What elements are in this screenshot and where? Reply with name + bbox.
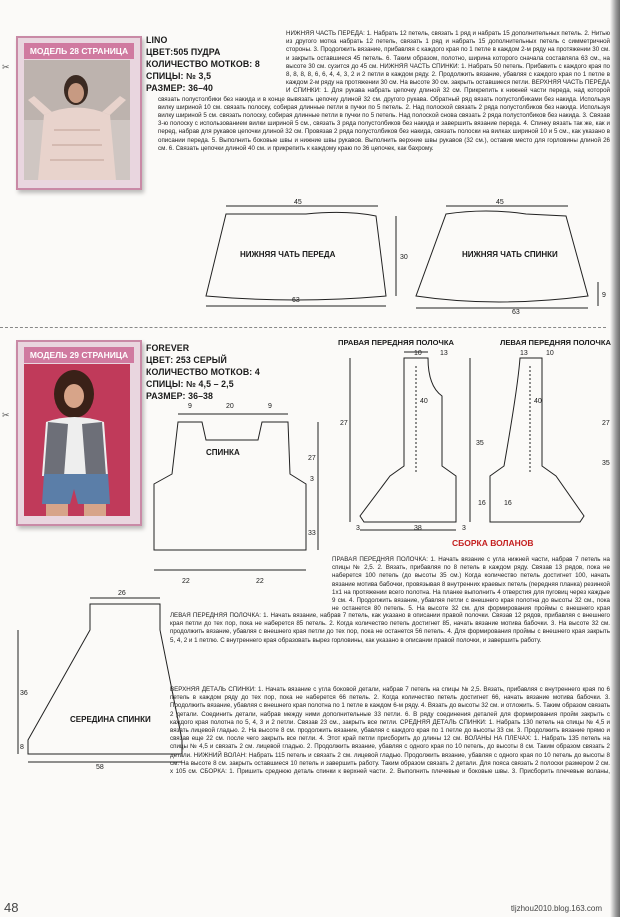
back-height-dim-3: 33 [308,530,316,537]
left-panel-title: ЛЕВАЯ ПЕРЕДНЯЯ ПОЛОЧКА [500,338,611,347]
left-top-dim-2: 10 [546,350,554,357]
front-top-dim: 45 [294,199,302,206]
back-top-dim: 45 [496,199,504,206]
model-29-photo-illustration [24,364,130,516]
model-28-label: МОДЕЛЬ 28 СТРАНИЦА [24,43,134,59]
back-height-dim-1: 27 [308,455,316,462]
right-bottom-dim-2: 38 [414,525,422,532]
page-number: 48 [4,900,19,915]
left-height-dim-4: 27 [602,420,610,427]
model-29-size: РАЗМЕР: 36–38 [146,391,214,401]
back-top-dim-3: 9 [268,403,272,410]
back-instructions-text: ВЕРХНЯЯ ДЕТАЛЬ СПИНКИ: 1. Начать вязание с угла боковой детали, набрав 7 петель на спицы № 2,5. Вязать, прибавляя с внутреннего края по 6 петель в каждом ряду до тех пор, пока не наберется 66 петель. 2. Когда количество петель достигнет 66, начать вязание мотива бабочки. 3. Продолжить вязание, убавляя с внешнего края полотна по 1 петле в каждом 6-м ряду. 4. Вязать до высоты 32 см. и отложить. 5. Таким образом связать 2 детали. Соединить детали, набрав между ними дополнительные 33 петли. 6. В ряду соединения деталей для формирования пройм закрыть с каждого края полотна по 5, 4, 3 и 2 петли. Связав 23 см., закрыть все петли. СРЕДНЯЯ ДЕТАЛЬ СПИНКИ: 1. Набрать 130 петель на спицы № 4,5 и вязать лицевой гладью. 2. На высоте 8 см. продолжить вязание, убавляя с каждого края по 1 петле до высоты 33 см. 3. Продолжить вязание прямо и связав еще 22 см. после чего закрыть все петли. 4. Этот край петли присборить до длины 12 см. ВОЛАНЫ НА ПЛЕЧАХ: 1. Набрать 135 петель на спицы № 4,5 и связать 2 см. лицевой гладью. 2. Продолжить вязание, убавляя с одного края по 10 петель, до высоты 8 см. Таким образом связать 2 детали. НИЖНИЙ ВОЛАН: Набрать 115 петель и связать 2 см. лицевой гладью. Продолжить вязание, убавляя с одного края по 10 петель до высоты 8 см. На высоте 8 см. закрыть оставшиеся 10 петель и завершить работу. Таким образом связать 2 детали. Для пояса связать 2 полоски размером 2 см. х 105 см. СБОРКА: 1. Пришить среднюю деталь спинки к верхней части. 2. Выполнить плечевые и боковые швы. 3. Присборить плечевые воланы, [170,686,610,776]
back-top-dim-1: 9 [188,403,192,410]
model-28-photo-card [16,36,142,190]
assembly-instructions [4,776,610,896]
middle-back-label: СЕРЕДИНА СПИНКИ [70,715,151,724]
back-height-dim-2: 3 [310,476,314,483]
right-height-dim-2: 40 [420,398,428,405]
back-shape [154,422,306,550]
right-height-dim-1: 27 [340,420,348,427]
left-height-dim-2: 16 [504,500,512,507]
model-28-photo [24,60,134,182]
left-panel-instructions [170,612,610,682]
middle-back-diagram [10,590,190,770]
back-top-dim-2: 20 [226,403,234,410]
left-panel-instructions-text: ЛЕВАЯ ПЕРЕДНЯЯ ПОЛОЧКА: 1. Начать вязание, набрав 7 петель, как указано в описании правой полочки. Связав 12 рядов, прибавляя с внешнего края петли до тех пор, пока не наберется 85 петель. 2. Когда количество петель достигнет 85, начать вязание мотива бабочки. 3. На высоте 32 см. продолжить вязание, убавляя с внешнего края петли до тех пор, пока не останется 56 петель. 4. Для формирования проймы с внешнего края закрыть 5, 4, 2 и 1 петлю. С внутреннего края образовать вырез горловины, как указано в описании правой полочки, и завершить работу. [170,612,610,644]
right-top-dim-1: 10 [414,350,422,357]
model-28-needles: СПИЦЫ: № 3,5 [146,71,212,81]
front-height-dim: 30 [400,254,408,261]
scissors-icon-2: ✂ [2,410,10,420]
back-bottom-dim-2: 22 [256,578,264,585]
blog-url: tljzhou2010.blog.163.com [510,904,602,913]
back-bottom-dim-1: 22 [182,578,190,585]
left-height-dim-3: 35 [602,460,610,467]
scissors-icon: ✂ [2,62,10,72]
spec-wrap-spacer [158,30,286,92]
model-29-color: ЦВЕТ: 253 СЕРЫЙ [146,355,227,365]
front-panels-diagram [330,346,614,536]
ruffles-title: СБОРКА ВОЛАНОВ [452,538,534,548]
left-height-dim-1: 40 [534,398,542,405]
right-top-dim-2: 13 [440,350,448,357]
left-top-dim-1: 13 [520,350,528,357]
middle-height-dim-2: 8 [20,744,24,751]
back-pattern-diagram [140,400,330,600]
right-panel-title: ПРАВАЯ ПЕРЕДНЯЯ ПОЛОЧКА [338,338,454,347]
model-28-photo-illustration [24,60,130,180]
model-29-skeins: КОЛИЧЕСТВО МОТКОВ: 4 [146,367,260,377]
left-front-shape [490,358,584,522]
model-29-photo-card [16,340,142,526]
back-label: СПИНКА [206,448,240,457]
model-29-yarn: FOREVER [146,343,190,353]
middle-back-shape [28,604,182,754]
right-panel-instructions-text: ПРАВАЯ ПЕРЕДНЯЯ ПОЛОЧКА: 1. Начать вязание с угла нижней части, набрав 7 петель на спицы № 2,5. 2. Вязать, прибавляя по 8 петель в каждом ряду. Связав 13 рядов, пока не наберется 100 петель (до высоты 35 см.) Когда количество петель достигнет 100, начать вязание мотива бабочки, провязывая 8 внутренних краевых петель (передняя планка) резинкой 1х1 на протяжении всего полотна. На планке выполнить 4 отверстия для пуговиц через каждые 9 см. 4. Продолжить вязание, убавляя петли с внешнего края полотна до высоты 32 см., пока не останется 80 петель. 5. На высоте 32 см. для формирования проймы с внешнего края [332,556,610,612]
right-bottom-dim-3: 3 [462,525,466,532]
model-29-label: МОДЕЛЬ 29 СТРАНИЦА [24,347,134,363]
model-28-instructions-text: НИЖНЯЯ ЧАСТЬ ПЕРЕДА: 1. Набрать 12 петель, связать 1 ряд и набрать 15 дополнительных петель. 2. Нитью из другого мотка набрать 12 петель, связать 1 ряд и набрать 15 дополнительных петель с симметричной стороны. 3. Продолжить вязание, прибавляя с каждого края по 1 петле в каждом 2-м ряду на протяжении 30 см. и закрыть оставшиеся 45 петель. 6. Таким образом, полотно, ширина которого сначала составляла 63 см., на высоте 30 см. сузится до 45 см. НИЖНЯЯ ЧАСТЬ СПИНКИ: 1. Набрать 50 петель. Прибавить с каждого края по 8, 8, 8, 8, 6, 6, 4, 4, 3, 2 и 2 петли в каждом ряду. 2. Продолжить вязание, убавляя с каждого края по 1 петле в каждом 2-м ряду на протяжении 30 см. На высоте 30 см. закрыть оставшиеся петли. ВЕРХНЯЯ ЧАСТЬ ПЕРЕДА И СПИНКИ: 1. Для рукава набрать цепочку длиной 32 см. Прикрепить к нижней части переда, над которой связать полустолбики без накида и в конце вывязать цепочку длиной 32 см. другого рукава. Обратный ряд вязать полустолбиками без накида. Используя вилку шириной 10 см. связать полоску, собирая длинные петли в пучки по 5 петель. 2. Над полоской связать 2 ряда полустолбиков без накида. Используя вилку шириной 5 см. связать полоску, собирая длинные петли в пучки по 5 петель. Над полоской снова связать 2 ряда полустолбиков без накида. 3. Связав 3-ю полоску с использованием вилки шириной 5 см., связать 3 ряда полустолбиков без накида и завершить вязание переда. 4. Спинку вязать так же, как и перед, набрав для рукавов цепочки длиной 32 см. Провязав 2 ряда полустолбиков без накида, связать полоски на вилках шириной 10 и 5 см., как указано в описании переда. 5. Выполнить боковые швы и нижние швы рукавов. Выполнить верхние швы рукавов (32 см.), оставив место для горловины длиной 26 см. 6. Связать цепочки длиной 40 см. и прикрепить к каждому краю по 36 цепочек, как бахрому. [158,30,610,152]
back-bottom-dim: 63 [512,309,520,316]
model-29-needles: СПИЦЫ: № 4,5 – 2,5 [146,379,234,389]
model-29-specs [146,342,260,402]
middle-height-dim-1: 36 [20,690,28,697]
back-lower-label: НИЖНЯЯ ЧАТЬ СПИНКИ [462,250,558,259]
model-28-instructions [158,30,610,208]
front-bottom-dim: 63 [292,297,300,304]
right-bottom-dim-1: 3 [356,525,360,532]
back-side-dim: 9 [602,292,606,299]
model-29-photo [24,364,134,518]
right-height-dim-3: 35 [476,440,484,447]
right-panel-instructions [332,556,610,612]
middle-top-dim: 26 [118,590,126,597]
middle-bottom-dim: 58 [96,764,104,771]
model-28-yarn: LINO [146,35,168,45]
back-instructions-top [170,686,610,776]
right-height-dim-4: 16 [478,500,486,507]
section-divider [0,327,606,328]
model-28-color: ЦВЕТ:505 ПУДРА [146,47,221,57]
model-28-size: РАЗМЕР: 36–40 [146,83,214,93]
model-28-skeins: КОЛИЧЕСТВО МОТКОВ: 8 [146,59,260,69]
front-lower-label: НИЖНЯЯ ЧАТЬ ПЕРЕДА [240,250,336,259]
right-front-shape [360,358,456,522]
